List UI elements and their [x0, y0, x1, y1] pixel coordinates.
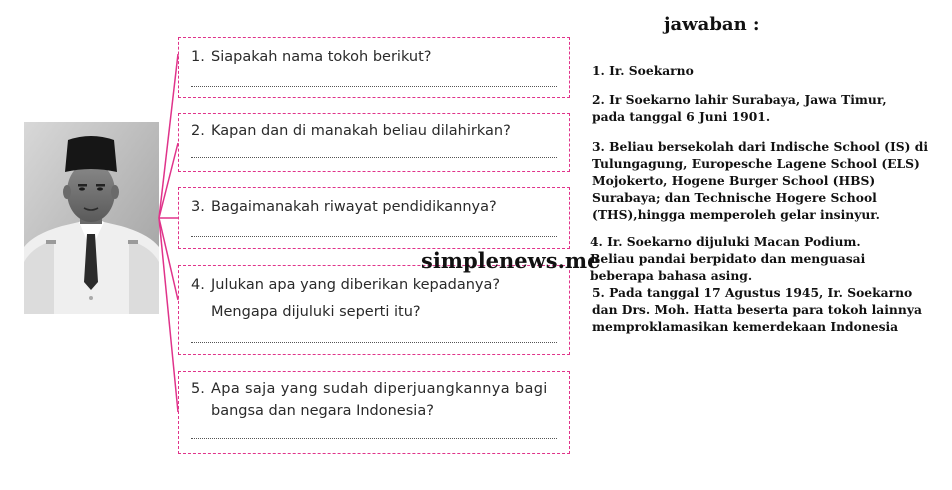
answer-5: 5. Pada tanggal 17 Agustus 1945, Ir. Soekarno dan Drs. Moh. Hatta beserta para tokoh lainnya memproklamasikan kemerdekaan Indonesia: [592, 285, 922, 334]
question-text: [191, 196, 497, 218]
question-box-5: [178, 371, 570, 454]
question-line: Bagaimanakah riwayat pendidikannya?: [211, 199, 497, 215]
question-text: [191, 46, 431, 68]
answer-4: 4. Ir. Soekarno dijuluki Macan Podium. Beliau pandai berpidato dan menguasai beberapa bahasa asing.: [590, 234, 866, 283]
question-text: [191, 120, 511, 142]
question-line: Kapan dan di manakah beliau dilahirkan?: [211, 123, 511, 139]
question-number: 3.: [191, 199, 205, 215]
question-text: [191, 274, 500, 323]
watermark-text: simplenews.me: [421, 248, 601, 273]
answers-title: jawaban :: [664, 14, 760, 35]
question-box-3: [178, 187, 570, 249]
question-text: [191, 378, 559, 422]
answer-line: [191, 438, 557, 439]
question-line: Apa saja yang sudah diperjuangkannya bagi: [211, 381, 548, 397]
question-line: Julukan apa yang diberikan kepadanya?: [211, 277, 501, 293]
question-box-2: [178, 113, 570, 172]
answer-line: [191, 157, 557, 158]
question-number: 5.: [191, 381, 205, 397]
question-line: Siapakah nama tokoh berikut?: [211, 49, 432, 65]
answer-1: 1. Ir. Soekarno: [592, 63, 694, 78]
question-box-1: [178, 37, 570, 98]
question-number: 2.: [191, 123, 205, 139]
question-number: 4.: [191, 277, 205, 293]
answer-line: [191, 342, 557, 343]
question-number: 1.: [191, 49, 205, 65]
question-box-4: [178, 265, 570, 355]
answer-2: 2. Ir Soekarno lahir Surabaya, Jawa Timur, pada tanggal 6 Juni 1901.: [592, 92, 887, 124]
answer-line: [191, 236, 557, 237]
question-line: bangsa dan negara Indonesia?: [211, 403, 434, 419]
answer-line: [191, 86, 557, 87]
answer-3: 3. Beliau bersekolah dari Indische School (IS) di Tulungagung, Europesche Lagene School (ELS) Mojokerto, Hogene Burger School (HBS) Surabaya; dan Technische Hogere School (THS),hingga memperoleh gelar insinyur.: [592, 139, 928, 222]
question-line: Mengapa dijuluki seperti itu?: [211, 304, 421, 320]
portrait-photo: [24, 122, 159, 314]
